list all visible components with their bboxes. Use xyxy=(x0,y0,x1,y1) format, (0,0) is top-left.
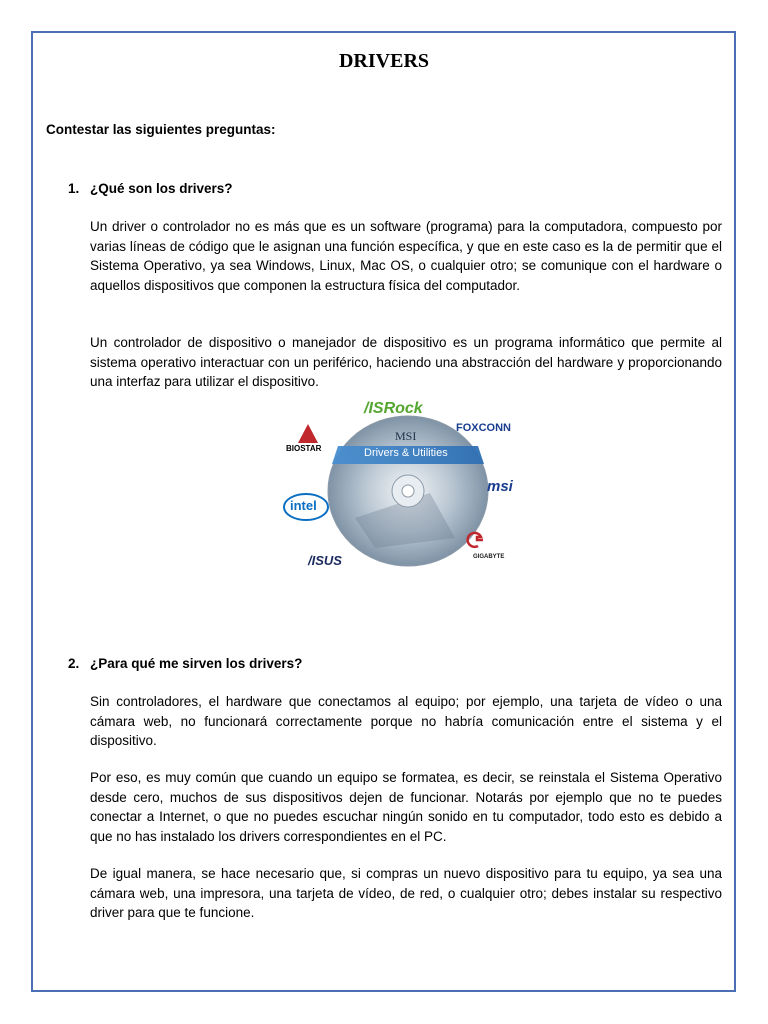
disc-label-top: MSI xyxy=(395,429,417,443)
question-2-number: 2. xyxy=(68,656,80,671)
question-2-text: ¿Para qué me sirven los drivers? xyxy=(90,656,303,671)
biostar-logo: BIOSTAR xyxy=(286,444,322,453)
question-2-heading xyxy=(68,656,302,671)
question-1-paragraph-1: Un driver o controlador no es más que es un software (programa) para la computadora, compuesto por varias líneas de código que le asignan una función específica, y que en este caso es la de permitir que el Sistema Operativo, ya sea Windows, Linux, Mac OS, o cualquier otro; se comunique con el hardware o aquellos dispositivos que componen la estructura física del computador. xyxy=(90,219,722,293)
cd-hole xyxy=(402,485,414,497)
msi-logo: msi xyxy=(487,478,513,495)
intel-logo: intel xyxy=(290,498,317,513)
question-1-paragraph-2: Un controlador de dispositivo o manejador de dispositivo es un programa informático que permite al sistema operativo interactuar con un periférico, haciendo una abstracción del hardware y proporcionando una interfaz para utilizar el dispositivo. xyxy=(90,335,722,389)
question-2-paragraph-1: Sin controladores, el hardware que conectamos al equipo; por ejemplo, una tarjeta de vídeo o una cámara web, no funcionará correctamente porque no habría comunicación entre el sistema y el dispositivo. xyxy=(90,694,722,748)
foxconn-logo: FOXCONN xyxy=(456,422,511,434)
question-2-paragraph-2: Por eso, es muy común que cuando un equipo se formatea, es decir, se reinstala el Sistema Operativo desde cero, muchos de sus dispositivos dejen de funcionar. Notarás por ejemplo que no te puedes conectar a Internet, o que no puedes escuchar ningún sonido en tu computador, todo esto es debido a que no has instalado los drivers correspondientes en el PC. xyxy=(90,770,722,844)
question-2-paragraph-3: De igual manera, se hace necesario que, si compras un nuevo dispositivo para tu equipo, ya sea una cámara web, una impresora, una tarjeta de vídeo, de red, o cualquier otro; debes instalar su respectivo driver para que te funcione. xyxy=(90,866,722,920)
asrock-logo: /ISRock xyxy=(364,400,423,417)
page-title: DRIVERS xyxy=(338,50,430,72)
disc-label-band: Drivers & Utilities xyxy=(364,447,448,459)
question-1-heading xyxy=(68,181,233,196)
asus-logo: /ISUS xyxy=(308,553,342,568)
question-1-text: ¿Qué son los drivers? xyxy=(90,181,233,196)
gigabyte-logo: GIGABYTE xyxy=(473,554,505,560)
biostar-triangle-icon xyxy=(298,424,318,443)
gigabyte-g-icon xyxy=(468,533,483,547)
question-1-number: 1. xyxy=(68,181,80,196)
intro-heading: Contestar las siguientes preguntas: xyxy=(46,122,276,137)
drivers-cd-figure xyxy=(280,398,535,573)
